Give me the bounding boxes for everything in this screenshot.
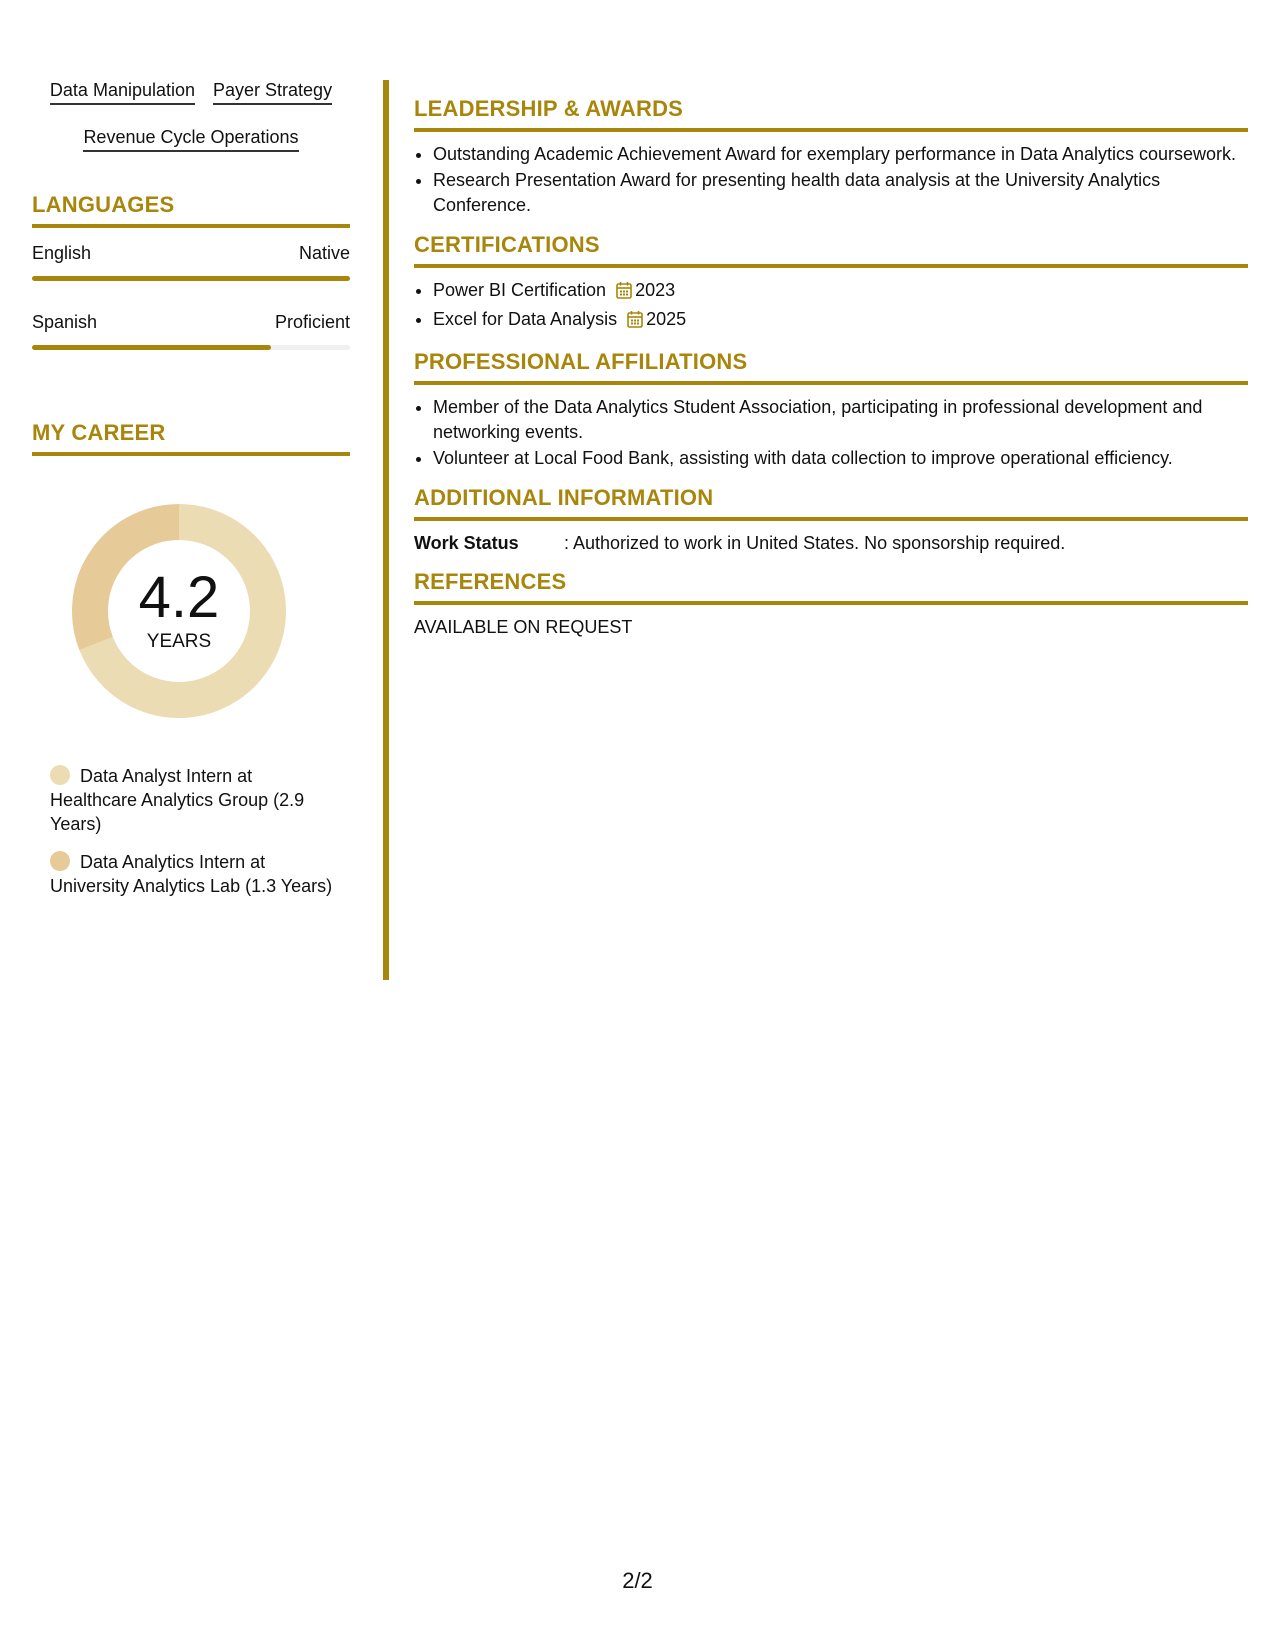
list-item: • Volunteer at Local Food Bank, assisting with data collection to improve operational efficiency. [433, 446, 1248, 471]
additional-info-section [414, 485, 1248, 555]
career-unit: YEARS [146, 631, 212, 652]
language-level: Native [298, 243, 350, 263]
references-text: AVAILABLE ON REQUEST [414, 617, 633, 637]
certification-year: 2025 [646, 309, 687, 329]
list-item: • Member of the Data Analytics Student Association, participating in professional development and networking events. [433, 395, 1248, 445]
language-item [32, 242, 350, 281]
certification-name: Excel for Data Analysis [433, 309, 618, 329]
certifications-section [414, 232, 1248, 335]
skill-tag: Revenue Cycle Operations [83, 127, 298, 152]
references-section [414, 569, 1248, 639]
certifications-list [414, 278, 1248, 335]
affiliations-title: PROFESSIONAL AFFILIATIONS [414, 349, 1248, 385]
career-total: 4.2 [138, 565, 220, 630]
language-name: Spanish [32, 312, 98, 332]
certifications-title: CERTIFICATIONS [414, 232, 1248, 268]
language-level: Proficient [274, 312, 350, 332]
certification-name: Power BI Certification [433, 280, 607, 300]
career-title: MY CAREER [32, 420, 350, 456]
leadership-title: LEADERSHIP & AWARDS [414, 96, 1248, 132]
work-status-value: : Authorized to work in United States. No sponsorship required. [564, 533, 1066, 553]
career-legend [50, 764, 340, 898]
language-bar [32, 276, 350, 281]
sidebar [32, 80, 350, 912]
affiliations-section [414, 349, 1248, 471]
list-item: • Outstanding Academic Achievement Award for exemplary performance in Data Analytics coursework. [433, 142, 1248, 167]
career-donut-chart [64, 496, 294, 726]
main-content [414, 96, 1248, 653]
languages-section [32, 192, 350, 350]
language-bar [32, 345, 350, 350]
additional-info-title: ADDITIONAL INFORMATION [414, 485, 1248, 521]
work-status-label: Work Status [414, 533, 519, 553]
leadership-list [414, 142, 1248, 218]
calendar-icon [627, 310, 643, 335]
column-divider [383, 80, 389, 980]
languages-title: LANGUAGES [32, 192, 350, 228]
language-name: English [32, 243, 92, 263]
page-number: 2/2 [622, 1568, 653, 1593]
legend-dot [50, 851, 70, 871]
skill-tag: Payer Strategy [213, 80, 332, 105]
language-item [32, 311, 350, 350]
language-bar-fill [32, 276, 350, 281]
certification-item [433, 307, 1248, 335]
leadership-section [414, 96, 1248, 218]
career-section [32, 420, 350, 898]
career-legend-item [50, 764, 340, 836]
certification-year: 2023 [635, 280, 676, 300]
affiliations-list [414, 395, 1248, 471]
career-legend-text: Data Analytics Intern at University Analytics Lab (1.3 Years) [50, 852, 333, 896]
list-item: • Research Presentation Award for presenting health data analysis at the University Analytics Conference. [433, 168, 1248, 218]
career-legend-item [50, 850, 340, 898]
skill-tag: Data Manipulation [50, 80, 195, 105]
certification-item [433, 278, 1248, 306]
career-legend-text: Data Analyst Intern at Healthcare Analytics Group (2.9 Years) [50, 766, 305, 834]
legend-dot [50, 765, 70, 785]
calendar-icon [616, 281, 632, 306]
references-title: REFERENCES [414, 569, 1248, 605]
language-bar-fill [32, 345, 271, 350]
work-status-row [414, 531, 1248, 555]
skills-list [32, 80, 350, 152]
